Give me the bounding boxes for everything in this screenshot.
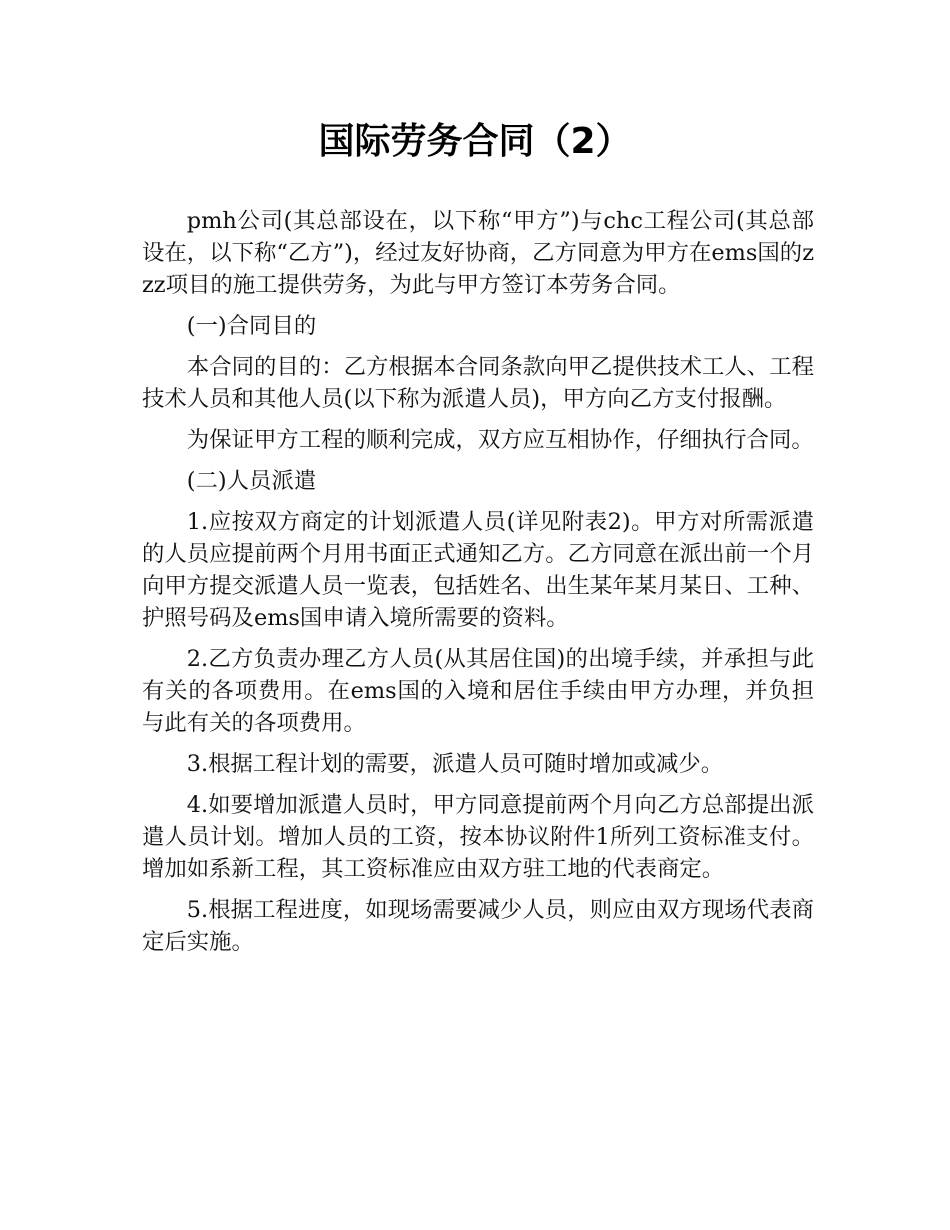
purpose-paragraph: 本合同的目的：乙方根据本合同条款向甲乙提供技术工人、工程技术人员和其他人员(以下称为派遣人员)，甲方向乙方支付报酬。 xyxy=(142,354,814,412)
clause-2-paragraph: 2.乙方负责办理乙方人员(从其居住国)的出境手续，并承担与此有关的各项费用。在ems国的入境和居住手续由甲方办理，并负担与此有关的各项费用。 xyxy=(142,646,814,736)
clause-5-paragraph: 5.根据工程进度，如现场需要减少人员，则应由双方现场代表商定后实施。 xyxy=(142,897,814,955)
cooperation-paragraph: 为保证甲方工程的顺利完成，双方应互相协作，仔细执行合同。 xyxy=(186,427,814,453)
document-body xyxy=(142,205,814,967)
section-heading-purpose: (一)合同目的 xyxy=(186,313,317,339)
clause-1-paragraph: 1.应按双方商定的计划派遣人员(详见附表2)。甲方对所需派遣的人员应提前两个月用书面正式通知乙方。乙方同意在派出前一个月向甲方提交派遣人员一览表，包括姓名、出生某年某月某日、工种、护照号码及ems国申请入境所需要的资料。 xyxy=(142,509,814,631)
document-title: 国际劳务合同（2） xyxy=(318,121,632,162)
clause-3-paragraph: 3.根据工程计划的需要，派遣人员可随时增加或减少。 xyxy=(186,751,724,777)
clause-4-paragraph: 4.如要增加派遣人员时，甲方同意提前两个月向乙方总部提出派遣人员计划。增加人员的工资，按本协议附件1所列工资标准支付。增加如系新工程，其工资标准应由双方驻工地的代表商定。 xyxy=(142,792,814,882)
intro-paragraph: pmh公司(其总部设在，以下称“甲方”)与chc工程公司(其总部设在，以下称“乙方”)，经过友好协商，乙方同意为甲方在ems国的zzz项目的施工提供劳务，为此与甲方签订本劳务合同。 xyxy=(142,208,814,298)
section-heading-dispatch: (二)人员派遣 xyxy=(186,468,317,494)
